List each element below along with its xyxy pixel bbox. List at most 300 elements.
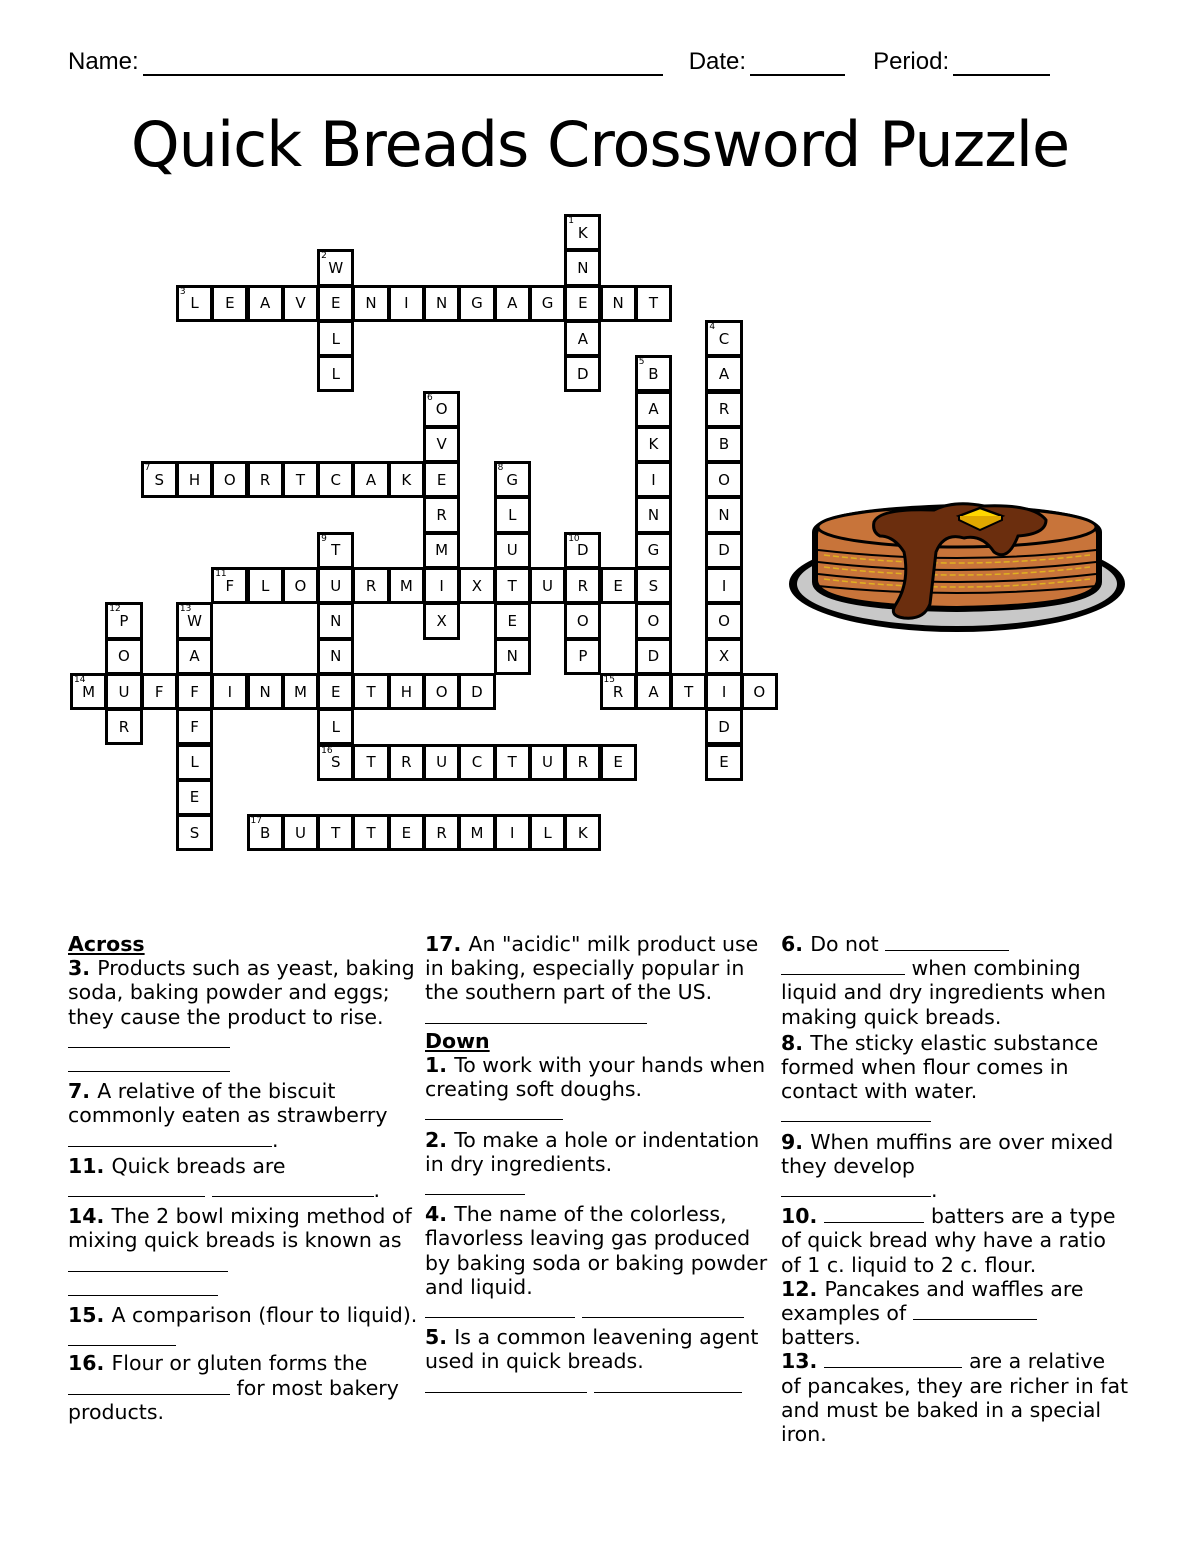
crossword-cell[interactable] [564, 602, 601, 639]
cell-letter: L [190, 294, 199, 313]
cell-letter: L [543, 823, 552, 842]
answer-blank[interactable] [885, 932, 1009, 951]
clue-down-8: 8. The sticky elastic substance formed when flour comes in contact with water. [781, 1031, 1131, 1128]
cell-letter: C [718, 329, 730, 348]
crossword-cell[interactable] [564, 285, 601, 322]
cell-letter: E [436, 470, 447, 489]
clue-text: The sticky elastic substance formed when flour comes in contact with water. [781, 1030, 1099, 1104]
cell-letter: C [330, 470, 341, 489]
crossword-cell[interactable] [317, 249, 354, 286]
crossword-cell[interactable] [635, 532, 672, 569]
answer-blank[interactable] [824, 1204, 924, 1223]
cell-letter: O [718, 470, 730, 489]
answer-blank[interactable] [824, 1349, 962, 1368]
clue-number: 15 [68, 1303, 97, 1328]
clue-number: 11 [68, 1153, 97, 1178]
crossword-cell[interactable] [635, 602, 672, 639]
cell-letter: O [435, 682, 448, 701]
crossword-cell[interactable] [600, 673, 637, 710]
clue-text: Products such as yeast, baking soda, baking powder and eggs; they cause the product to rise. [68, 956, 415, 1029]
clue-number: 12 [781, 1276, 810, 1301]
cell-letter: A [507, 294, 518, 313]
cell-letter: U [330, 576, 342, 595]
crossword-cell[interactable] [564, 249, 601, 286]
cell-letter: K [577, 823, 588, 842]
cell-letter: X [436, 611, 447, 630]
clue-text: The name of the colorless, flavorless leaving gas produced by baking soda or baking powder and liquid. [425, 1202, 768, 1299]
crossword-cell[interactable] [423, 814, 460, 851]
cell-letter: O [294, 576, 307, 595]
crossword-cell[interactable] [635, 496, 672, 533]
cell-letter: N [259, 682, 271, 701]
answer-blank[interactable] [781, 1178, 931, 1197]
crossword-cell[interactable] [282, 673, 319, 710]
clue-number: 1 [568, 216, 574, 226]
crossword-cell[interactable] [317, 602, 354, 639]
answer-blank[interactable] [594, 1374, 742, 1393]
crossword-cell[interactable] [176, 461, 213, 498]
clue-across-14: 14. The 2 bowl mixing method of mixing quick breads is known as [68, 1204, 418, 1301]
cell-letter: E [613, 753, 623, 772]
clue-number: 3 [179, 286, 186, 297]
cell-letter: D [577, 364, 589, 383]
crossword-cell[interactable] [176, 638, 213, 675]
crossword-cell[interactable] [105, 673, 142, 710]
cell-letter: N [718, 506, 730, 525]
cell-letter: R [436, 506, 447, 525]
crossword-cell[interactable] [423, 673, 460, 710]
cell-letter: V [295, 294, 306, 313]
period: . [931, 1178, 938, 1203]
answer-blank[interactable] [68, 1253, 228, 1272]
answer-blank[interactable] [425, 1299, 575, 1318]
clue-number: 15 [603, 674, 615, 685]
crossword-cell[interactable] [494, 567, 531, 604]
crossword-cell[interactable] [705, 708, 742, 745]
crossword-cell[interactable] [600, 285, 637, 322]
crossword-cell[interactable] [564, 744, 601, 781]
crossword-cell[interactable] [352, 567, 389, 604]
cell-letter: I [227, 682, 233, 701]
cell-letter: T [507, 753, 517, 772]
crossword-cell[interactable] [705, 496, 742, 533]
crossword-cell[interactable] [529, 744, 566, 781]
crossword-cell[interactable] [70, 673, 107, 710]
cell-letter: X [471, 576, 483, 595]
crossword-cell[interactable] [741, 673, 778, 710]
cell-letter: A [648, 682, 659, 701]
crossword-cell[interactable] [423, 744, 460, 781]
crossword-cell[interactable] [317, 638, 354, 675]
crossword-cell[interactable] [423, 461, 460, 498]
clue-number: 4 [709, 321, 716, 332]
answer-blank[interactable] [425, 1176, 525, 1195]
clue-number: 2 [321, 251, 327, 262]
cell-letter: G [471, 294, 483, 313]
cell-letter: N [365, 294, 377, 313]
down-heading: Down [425, 1028, 490, 1053]
cell-letter: S [330, 753, 341, 772]
clue-text: are a relative of pancakes, they are richer in fat and must be baked in a special iron. [781, 1349, 1129, 1447]
clue-number: 8 [781, 1030, 796, 1055]
cell-letter: A [189, 647, 200, 666]
clue-across-15: 15. A comparison (flour to liquid). [68, 1303, 418, 1351]
crossword-cell[interactable] [282, 567, 319, 604]
cell-letter: M [399, 576, 413, 595]
answer-blank[interactable] [68, 1277, 218, 1296]
crossword-cell[interactable] [423, 285, 460, 322]
crossword-cell[interactable] [176, 708, 213, 745]
cell-letter: K [577, 223, 588, 242]
clue-text: for most bakery products. [68, 1375, 399, 1424]
crossword-cell[interactable] [141, 673, 178, 710]
crossword-cell[interactable] [705, 426, 742, 463]
crossword-cell[interactable] [494, 602, 531, 639]
cell-letter: A [260, 294, 271, 313]
crossword-cell[interactable] [388, 673, 425, 710]
cell-letter: A [648, 400, 659, 419]
crossword-cell[interactable] [635, 638, 672, 675]
clue-text: A comparison (flour to liquid). [111, 1303, 418, 1328]
crossword-cell[interactable] [635, 426, 672, 463]
clue-number: 16 [321, 745, 333, 756]
cell-letter: H [188, 470, 201, 489]
answer-blank[interactable] [68, 1376, 230, 1395]
cell-letter: T [684, 682, 694, 701]
cell-letter: R [577, 576, 589, 595]
pancake-stack-illustration [784, 492, 1130, 642]
clue-number: 16 [68, 1351, 97, 1376]
answer-blank[interactable] [781, 1103, 931, 1122]
cell-letter: E [507, 611, 517, 630]
period-field[interactable] [953, 48, 1050, 76]
crossword-cell[interactable] [388, 814, 425, 851]
clue-down-2: 2. To make a hole or indentation in dry ingredients. [425, 1128, 775, 1201]
clue-number: 2 [425, 1127, 440, 1152]
cell-letter: H [400, 682, 412, 701]
cell-letter: L [260, 576, 270, 595]
crossword-cell[interactable] [317, 567, 354, 604]
cell-letter: U [118, 682, 130, 701]
clue-number: 13 [179, 604, 192, 615]
cell-letter: E [225, 294, 235, 313]
cell-letter: W [187, 611, 202, 630]
crossword-cell[interactable] [317, 320, 354, 357]
cell-letter: M [293, 682, 307, 701]
cell-letter: I [651, 470, 656, 489]
crossword-cell[interactable] [635, 461, 672, 498]
cell-letter: R [401, 753, 412, 772]
crossword-cell[interactable] [529, 567, 566, 604]
period: . [272, 1127, 279, 1152]
cell-letter: I [439, 576, 444, 595]
crossword-cell[interactable] [352, 744, 389, 781]
crossword-cell[interactable] [352, 673, 389, 710]
name-field[interactable] [143, 48, 663, 76]
answer-blank[interactable] [212, 1178, 374, 1197]
answer-blank[interactable] [913, 1301, 1037, 1320]
crossword-cell[interactable] [282, 461, 319, 498]
crossword-cell[interactable] [458, 285, 495, 322]
cell-letter: I [404, 294, 409, 313]
crossword-cell[interactable] [317, 744, 354, 781]
across-heading: Across [68, 932, 145, 956]
crossword-cell[interactable] [176, 673, 213, 710]
answer-blank[interactable] [68, 1128, 272, 1147]
cell-letter: E [401, 823, 412, 842]
crossword-cell[interactable] [494, 461, 531, 498]
crossword-cell[interactable] [176, 814, 213, 851]
crossword-cell[interactable] [705, 673, 742, 710]
crossword-cell[interactable] [247, 814, 284, 851]
answer-blank[interactable] [68, 1327, 176, 1346]
crossword-cell[interactable] [211, 461, 248, 498]
cell-letter: I [721, 682, 727, 701]
crossword-cell[interactable] [211, 567, 248, 604]
clues-column-1 [68, 932, 418, 1426]
answer-blank[interactable] [68, 1178, 205, 1197]
clue-number: 10 [568, 533, 580, 544]
crossword-cell[interactable] [247, 285, 284, 322]
crossword-cell[interactable] [564, 567, 601, 604]
cell-letter: T [331, 823, 341, 842]
crossword-cell[interactable] [176, 285, 213, 322]
cell-letter: L [331, 364, 340, 383]
crossword-cell[interactable] [423, 391, 460, 428]
crossword-cell[interactable] [564, 214, 601, 251]
clue-text: To work with your hands when creating soft doughs. [425, 1053, 766, 1102]
cell-letter: I [721, 576, 727, 595]
clue-across-7: 7. A relative of the biscuit commonly eaten as strawberry . [68, 1079, 388, 1152]
crossword-cell[interactable] [564, 814, 601, 851]
crossword-cell[interactable] [529, 814, 566, 851]
crossword-cell[interactable] [705, 602, 742, 639]
period-label: Period: [873, 48, 950, 75]
cell-letter: R [612, 682, 624, 701]
crossword-cell[interactable] [705, 638, 742, 675]
cell-letter: O [223, 470, 236, 489]
cell-letter: R [436, 823, 447, 842]
clue-number: 13 [781, 1349, 810, 1374]
clue-number: 1 [425, 1053, 440, 1078]
cell-letter: E [331, 682, 341, 701]
cell-letter: C [471, 753, 483, 772]
crossword-cell[interactable] [494, 814, 531, 851]
crossword-cell[interactable] [705, 320, 742, 357]
cell-letter: F [154, 682, 164, 701]
crossword-cell[interactable] [529, 285, 566, 322]
crossword-cell[interactable] [494, 638, 531, 675]
answer-blank[interactable] [582, 1299, 744, 1318]
clue-text: When muffins are over mixed they develop [781, 1129, 1114, 1178]
crossword-cell[interactable] [600, 567, 637, 604]
clue-number: 11 [215, 569, 227, 579]
crossword-cell[interactable] [423, 532, 460, 569]
clues-column-2 [425, 932, 775, 1400]
crossword-cell[interactable] [635, 391, 672, 428]
crossword-cell[interactable] [176, 744, 213, 781]
cell-letter: S [154, 470, 164, 489]
crossword-cell[interactable] [705, 532, 742, 569]
crossword-cell[interactable] [635, 285, 672, 322]
cell-letter: G [647, 541, 660, 560]
cell-letter: E [719, 753, 729, 772]
cell-letter: B [718, 435, 730, 454]
crossword-cell[interactable] [211, 285, 248, 322]
crossword-cell[interactable] [423, 567, 460, 604]
crossword-cell[interactable] [247, 461, 284, 498]
clue-number: 5 [638, 357, 645, 368]
crossword-cell[interactable] [458, 567, 495, 604]
clue-text: when combining liquid and dry ingredients when making quick breads. [781, 956, 1106, 1029]
crossword-cell[interactable] [317, 285, 354, 322]
cell-letter: N [647, 506, 660, 525]
cell-letter: U [542, 753, 554, 772]
crossword-cell[interactable] [705, 355, 742, 392]
crossword-cell[interactable] [635, 567, 672, 604]
cell-letter: A [718, 364, 730, 383]
cell-letter: A [577, 329, 588, 348]
cell-letter: X [718, 647, 730, 666]
cell-letter: N [577, 258, 589, 277]
clue-across-16: 16. Flour or gluten forms the for most bakery products. [68, 1351, 399, 1424]
clue-text: batters are a type of quick bread why have a ratio of 1 c. liquid to 2 c. flour. [781, 1204, 1116, 1277]
cell-letter: L [508, 506, 517, 525]
crossword-cell[interactable] [352, 285, 389, 322]
crossword-cell[interactable] [388, 285, 425, 322]
cell-letter: R [718, 400, 730, 419]
crossword-cell[interactable] [494, 744, 531, 781]
crossword-cell[interactable] [282, 285, 319, 322]
cell-letter: N [436, 294, 448, 313]
crossword-cell[interactable] [105, 638, 142, 675]
crossword-cell[interactable] [494, 496, 531, 533]
crossword-cell[interactable] [494, 532, 531, 569]
crossword-cell[interactable] [458, 744, 495, 781]
crossword-cell[interactable] [282, 814, 319, 851]
cell-letter: D [577, 541, 589, 560]
cell-letter: M [82, 682, 96, 701]
cell-letter: T [331, 541, 341, 560]
cell-letter: P [578, 647, 588, 666]
crossword-cell[interactable] [635, 673, 672, 710]
cell-letter: T [507, 576, 517, 595]
crossword-cell[interactable] [705, 744, 742, 781]
crossword-cell[interactable] [317, 673, 354, 710]
cell-letter: F [225, 576, 235, 595]
crossword-cell[interactable] [317, 708, 354, 745]
crossword-cell[interactable] [635, 355, 672, 392]
crossword-cell[interactable] [388, 461, 425, 498]
clue-text: To make a hole or indentation in dry ingredients. [425, 1127, 760, 1176]
answer-blank[interactable] [68, 1053, 230, 1072]
crossword-cell[interactable] [247, 673, 284, 710]
crossword-cell[interactable] [494, 285, 531, 322]
cell-letter: N [330, 647, 342, 666]
crossword-cell[interactable] [317, 461, 354, 498]
clues-column-3 [781, 932, 1131, 1448]
crossword-cell[interactable] [458, 673, 495, 710]
crossword-cell[interactable] [317, 814, 354, 851]
crossword-cell[interactable] [176, 602, 213, 639]
crossword-cell[interactable] [317, 355, 354, 392]
answer-blank[interactable] [425, 1374, 587, 1393]
clue-text: An "acidic" milk product use in baking, especially popular in the southern part of the US. [425, 932, 759, 1005]
clue-text: Is a common leavening agent used in quick breads. [425, 1325, 759, 1374]
clue-down-1: 1. To work with your hands when creating soft doughs. [425, 1053, 775, 1126]
crossword-cell[interactable] [176, 779, 213, 816]
crossword-cell[interactable] [705, 391, 742, 428]
crossword-cell[interactable] [670, 673, 707, 710]
answer-blank[interactable] [781, 956, 905, 975]
crossword-cell[interactable] [458, 814, 495, 851]
clue-text: Flour or gluten forms the [111, 1351, 368, 1376]
clue-number: 14 [74, 674, 86, 685]
clue-number: 9 [321, 533, 327, 544]
answer-blank[interactable] [425, 1101, 563, 1120]
date-label: Date: [688, 48, 747, 75]
crossword-cell[interactable] [352, 814, 389, 851]
crossword-cell[interactable] [600, 744, 637, 781]
cell-letter: T [366, 753, 376, 772]
cell-letter: G [506, 470, 519, 489]
clue-number: 17 [425, 932, 454, 956]
crossword-cell[interactable] [105, 602, 142, 639]
student-info-line [68, 48, 1050, 76]
crossword-cell[interactable] [317, 532, 354, 569]
cell-letter: E [578, 294, 588, 313]
crossword-cell[interactable] [423, 496, 460, 533]
clue-text: Pancakes and waffles are examples of [781, 1276, 1084, 1326]
cell-letter: R [259, 470, 271, 489]
clue-number: 5 [425, 1325, 440, 1350]
clue-number: 9 [781, 1129, 796, 1154]
crossword-cell[interactable] [141, 461, 178, 498]
crossword-cell[interactable] [352, 461, 389, 498]
crossword-cell[interactable] [423, 602, 460, 639]
crossword-cell[interactable] [564, 355, 601, 392]
cell-letter: U [542, 576, 554, 595]
crossword-cell[interactable] [705, 461, 742, 498]
cell-letter: L [331, 717, 340, 736]
answer-blank[interactable] [425, 1005, 647, 1024]
cell-letter: E [189, 788, 200, 807]
cell-letter: U [294, 823, 306, 842]
clue-across-17: 17. An "acidic" milk product use in baking, especially popular in the southern part of the US. [425, 932, 775, 1029]
crossword-cell[interactable] [105, 708, 142, 745]
cell-letter: F [190, 682, 199, 701]
clue-text: The 2 bowl mixing method of mixing quick breads is known as [68, 1204, 412, 1253]
crossword-cell[interactable] [564, 320, 601, 357]
cell-letter: B [648, 364, 659, 383]
clue-number: 8 [497, 463, 504, 474]
crossword-cell[interactable] [423, 426, 460, 463]
crossword-cell[interactable] [564, 532, 601, 569]
answer-blank[interactable] [68, 1029, 230, 1048]
crossword-cell[interactable] [211, 673, 248, 710]
cell-letter: G [541, 294, 554, 313]
crossword-cell[interactable] [388, 567, 425, 604]
crossword-cell[interactable] [388, 744, 425, 781]
date-field[interactable] [750, 48, 845, 76]
cell-letter: I [510, 823, 515, 842]
clue-number: 6 [427, 392, 433, 403]
crossword-cell[interactable] [564, 638, 601, 675]
crossword-cell[interactable] [247, 567, 284, 604]
cell-letter: M [470, 823, 484, 842]
crossword-cell[interactable] [705, 567, 742, 604]
cell-letter: B [260, 823, 271, 842]
